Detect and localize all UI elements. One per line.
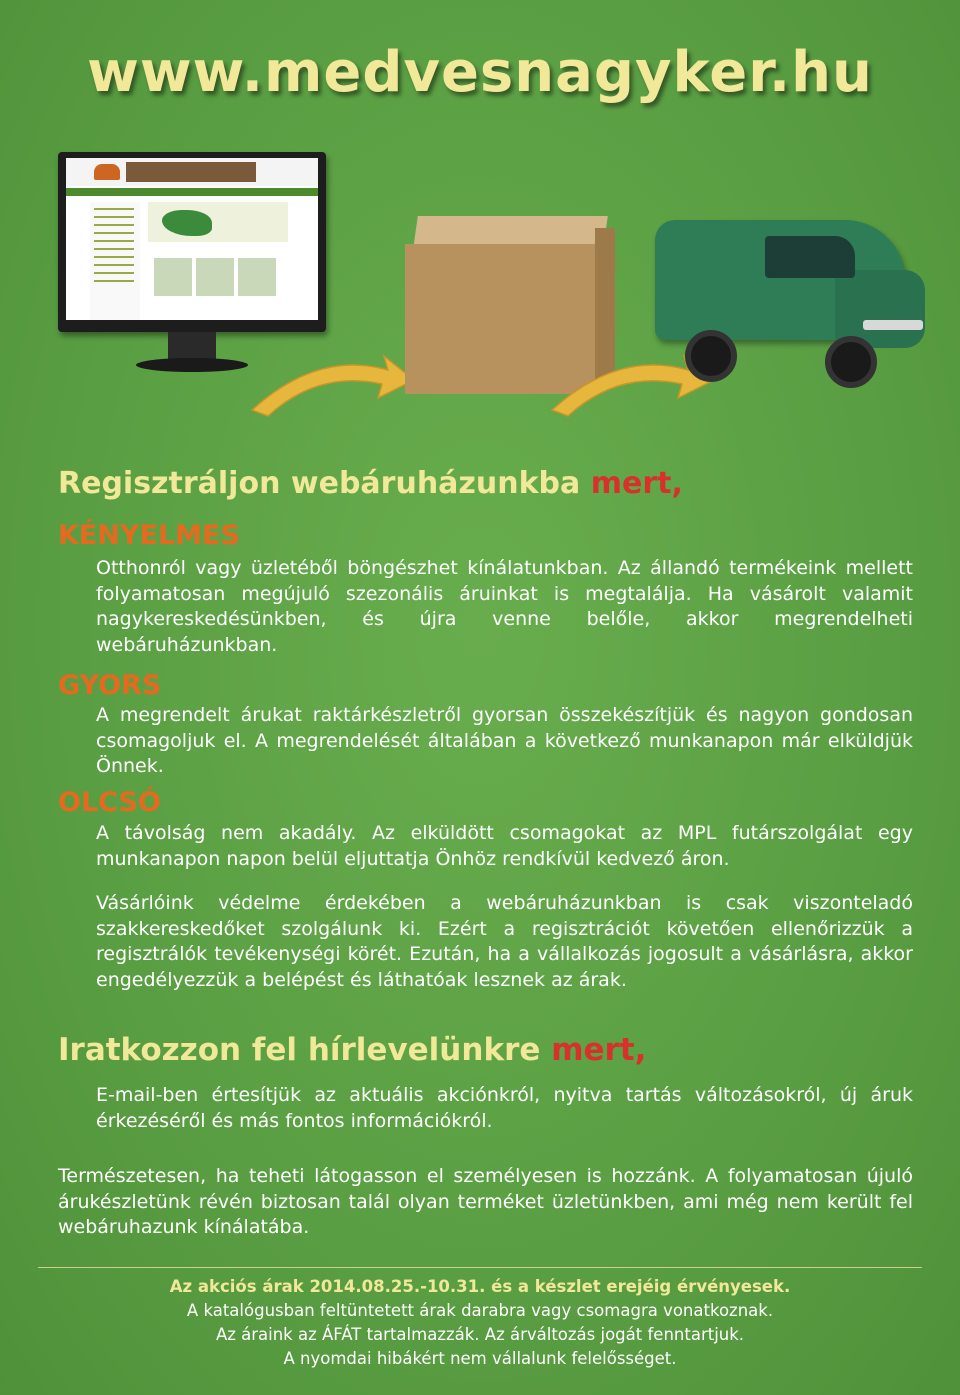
site-url-title[interactable]: www.medvesnagyker.hu: [87, 40, 873, 105]
newsletter-title: Iratkozzon fel hírlevelünkre mert,: [58, 1032, 647, 1068]
register-title: Regisztráljon webáruházunkba mert,: [58, 466, 683, 501]
footer-printing-errors: A nyomdai hibákért nem vállalunk felelősséget.: [283, 1349, 677, 1368]
footer-vat: Az áraink az ÁFÁT tartalmazzák. Az árváltozás jogát fenntartjuk.: [215, 1325, 745, 1344]
footer: [0, 1275, 960, 1371]
visit-text: Természetesen, ha teheti látogasson el személyesen is hozzánk. A folyamatosan újuló árukészletünk révén biztosan talál olyan terméket üzletünkben, ami még nem került fel webáruhazunk kínálatába.: [58, 1165, 913, 1238]
footer-divider: [38, 1267, 922, 1268]
process-illustration: [0, 140, 960, 430]
footer-validity: Az akciós árak 2014.08.25.-10.31. és a készlet erejéig érvényesek.: [169, 1277, 791, 1296]
newsletter-text: E-mail-ben értesítjük az aktuális akciónkról, nyitva tartás változásokról, új áruk érkezéséről és más fontos információkról.: [96, 1084, 913, 1132]
footer-price-unit: A katalógusban feltüntetett árak darabra vagy csomagra vonatkoznak.: [186, 1301, 774, 1320]
point-text-comfortable: Otthonról vagy üzletéből böngészhet kínálatunkban. Az állandó termékeink mellett folyamatosan megújuló szezonális áruinkat is megtalálja. Ha vásárolt valamit nagykereskedésünkben, és újra venne belőle, akkor megrendelheti webáruházunkban.: [96, 557, 913, 656]
point-text-cheap: A távolság nem akadály. Az elküldött csomagokat az MPL futárszolgálat egy munkanapon napon belül eljuttatja Önhöz rendkívül kedvező áron.: [96, 822, 913, 870]
protection-text: Vásárlóink védelme érdekében a webáruházunkban is csak viszonteladó szakkereskedőket szolgálunk ki. Ezért a regisztrációt követően ellenőrizzük a regisztrálók tevékenységi körét. Ezután, ha a vállalkozás jogosult a vásárlásra, akkor engedélyezzük a belépést és láthatóak lesznek az árak.: [96, 892, 913, 991]
arrow-right-icon: [248, 340, 418, 420]
delivery-van-icon: [645, 200, 935, 390]
point-heading-fast: GYORS: [58, 670, 162, 701]
point-heading-comfortable: KÉNYELMES: [58, 520, 240, 551]
point-text-fast: A megrendelt árukat raktárkészletről gyorsan összekészítjük és nagyon gondosan csomagoljuk el. A megrendelését általában a következő munkanapon már elküldjük Önnek.: [96, 704, 913, 777]
point-heading-cheap: OLCSÓ: [58, 787, 161, 818]
